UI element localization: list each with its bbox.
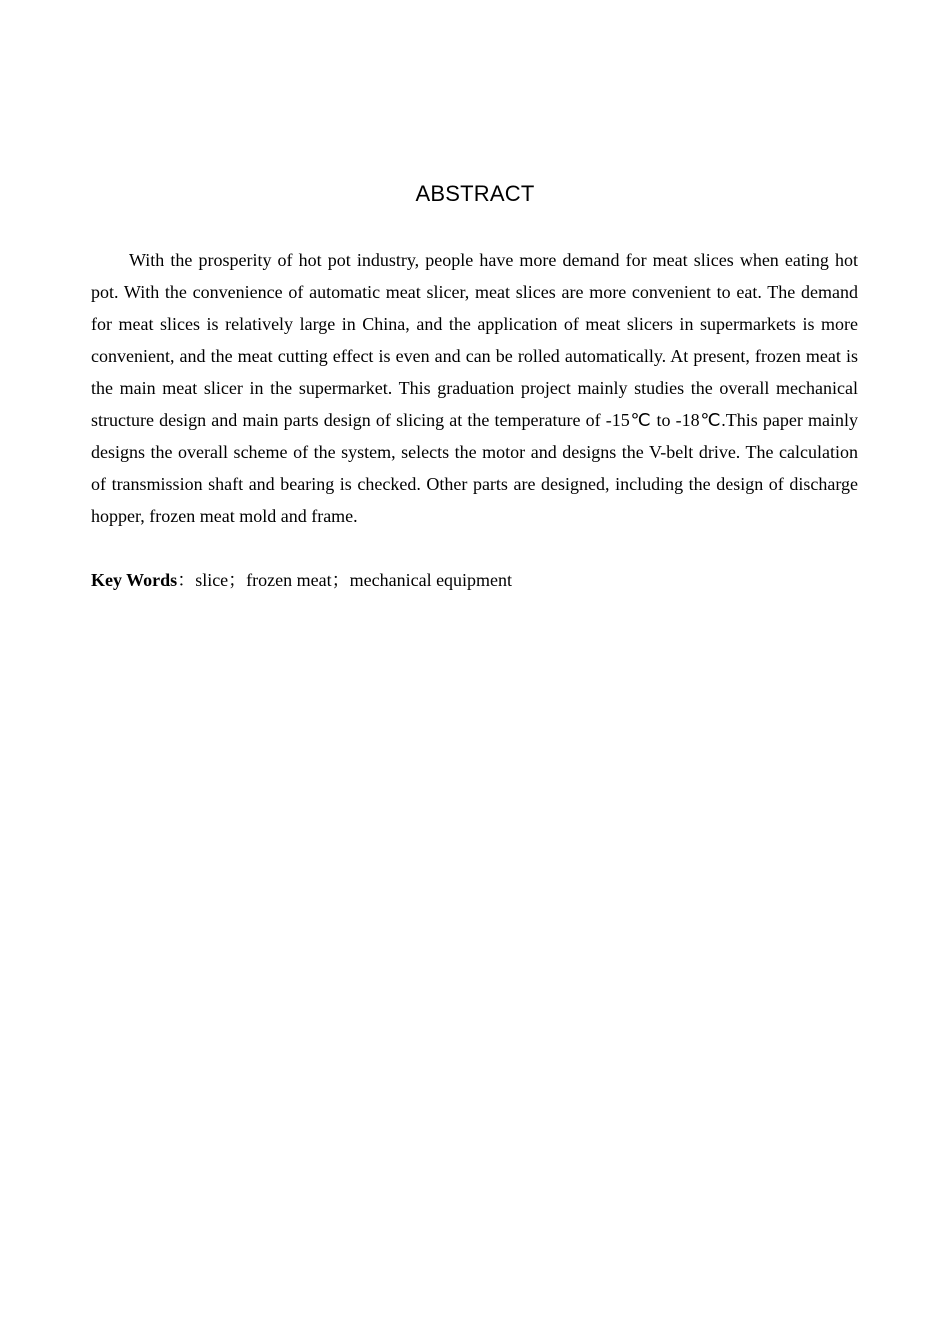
- abstract-body: With the prosperity of hot pot industry, people have more demand for meat slices when eating hot pot. With the convenience of automatic meat slicer, meat slices are more convenient to eat. The demand for meat slices is relatively large in China, and the application of meat slicers in supermarkets is more convenient, and the meat cutting effect is even and can be rolled automatically. At present, frozen meat is the main meat slicer in the supermarket. This graduation project mainly studies the overall mechanical structure design and main parts design of slicing at the temperature of -15℃ to -18℃.This paper mainly designs the overall scheme of the system, selects the motor and designs the V-belt drive. The calculation of transmission shaft and bearing is checked. Other parts are designed, including the design of discharge hopper, frozen meat mold and frame.: [91, 250, 858, 526]
- keywords-list: slice；frozen meat；mechanical equipment: [195, 570, 513, 590]
- keywords-separator: ：: [177, 570, 196, 590]
- keywords-label: Key Words: [91, 570, 178, 590]
- abstract-title: ABSTRACT: [415, 181, 535, 206]
- keywords-line: [91, 564, 858, 596]
